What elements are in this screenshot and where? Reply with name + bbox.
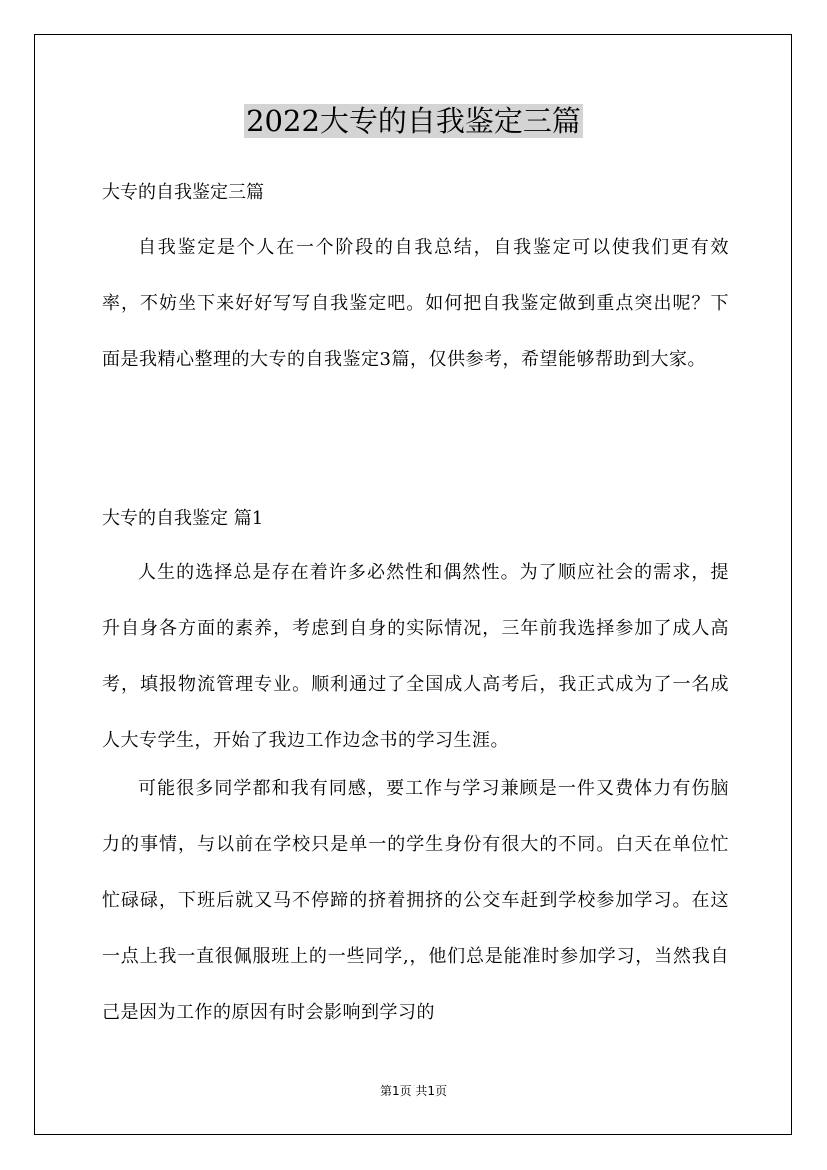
document-subtitle: 大专的自我鉴定三篇 [102,182,264,203]
section-heading-1: 大专的自我鉴定 篇1 [102,508,264,529]
page-footer: 第1页 共1页 [379,1084,448,1098]
document-title [0,100,827,142]
section-1-paragraph-1: 人生的选择总是存在着许多必然性和偶然性。为了顺应社会的需求，提升自身各方面的素养，考虑到自身的实际情况，三年前我选择参加了成人高考，填报物流管理专业。顺利通过了全国成人高考后，我正式成为了一名成人大专学生，开始了我边工作边念书的学习生涯。 [102,562,729,751]
section-1-paragraph-2: 可能很多同学都和我有同感，要工作与学习兼顾是一件又费体力有伤脑力的事情，与以前在学校只是单一的学生身份有很大的不同。白天在单位忙忙碌碌，下班后就又马不停蹄的挤着拥挤的公交车赶到学校参加学习。在这一点上我一直很佩服班上的一些同学,，他们总是能准时参加学习，当然我自己是因为工作的原因有时会影响到学习的 [102,778,729,1023]
document-title-text: 2022大专的自我鉴定三篇 [246,104,581,138]
intro-paragraph: 自我鉴定是个人在一个阶段的自我总结，自我鉴定可以使我们更有效率，不妨坐下来好好写写自我鉴定吧。如何把自我鉴定做到重点突出呢？下面是我精心整理的大专的自我鉴定3篇，仅供参考，希望能够帮助到大家。 [102,237,729,370]
